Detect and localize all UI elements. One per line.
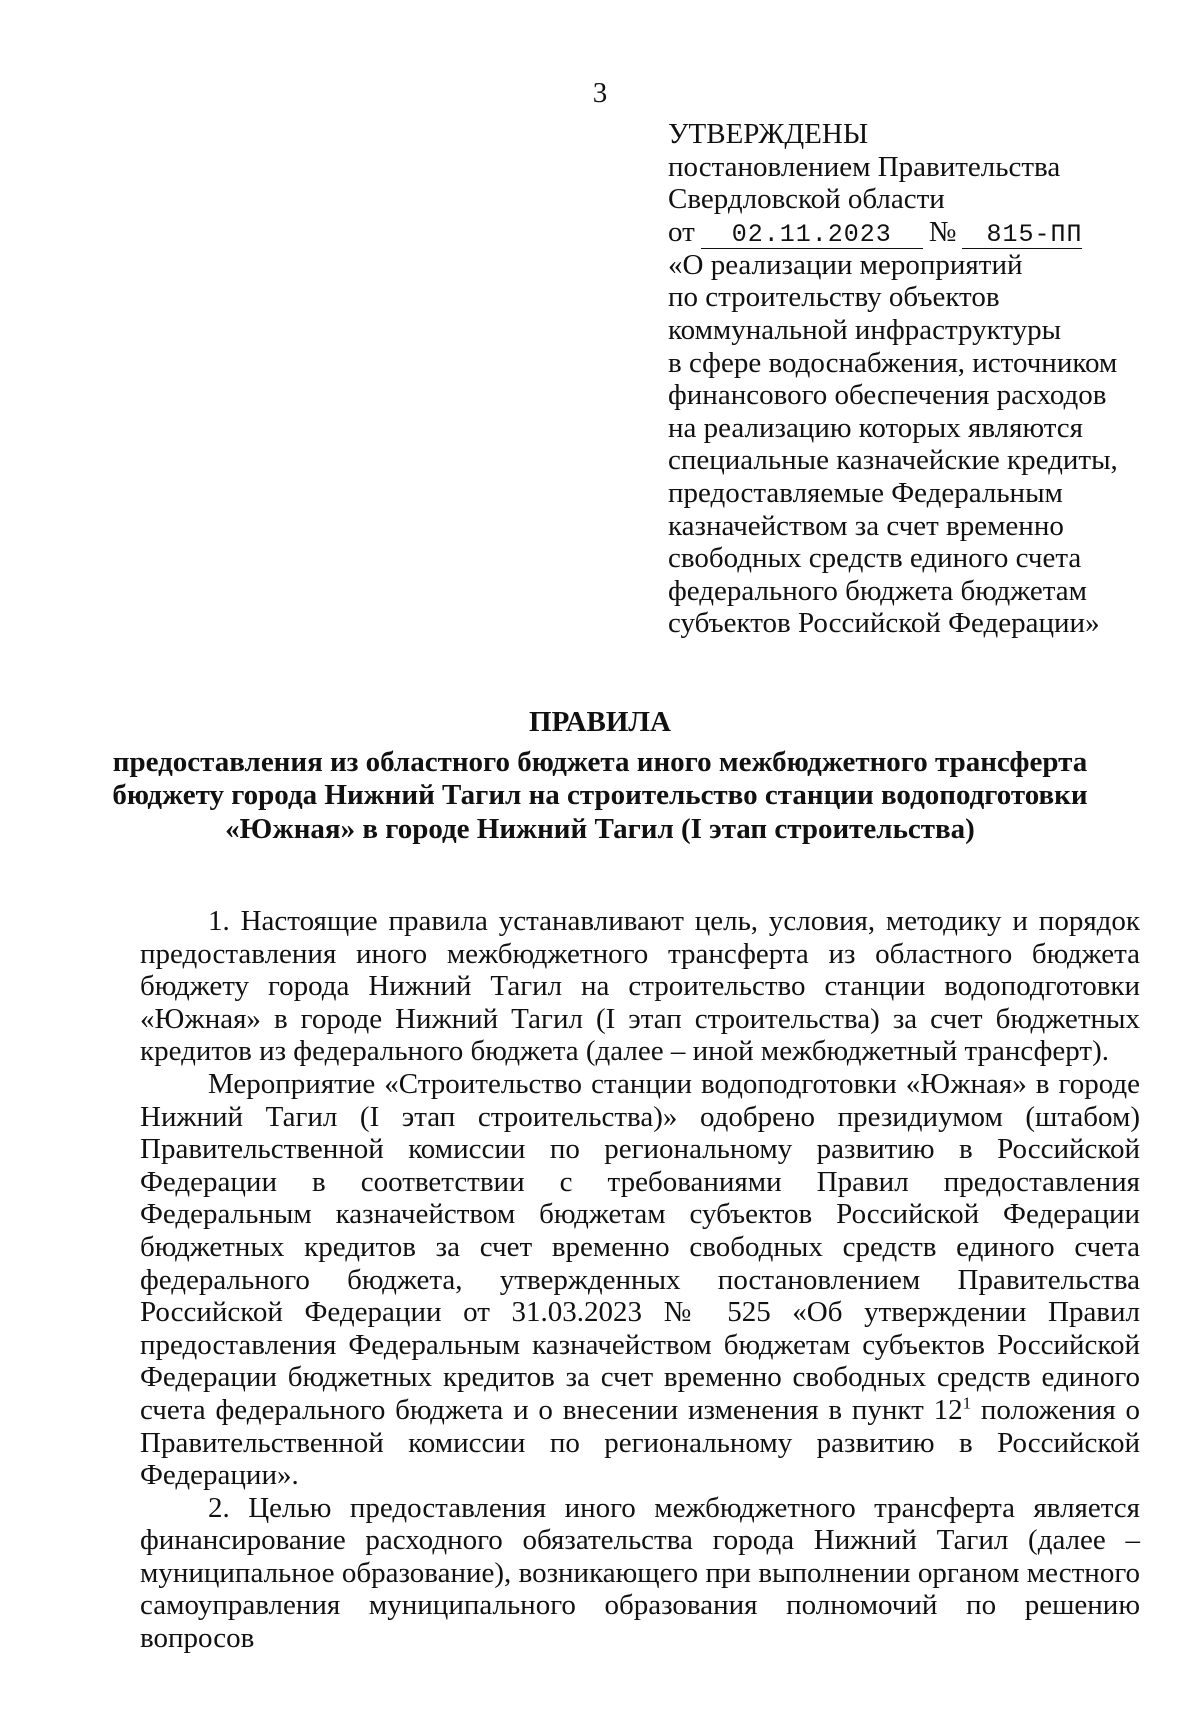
resolution-title-line: финансового обеспечения расходов [668, 379, 1107, 412]
resolution-title-line: на реализацию которых являются [668, 411, 1084, 444]
approval-heading: УТВЕРЖДЕНЫ [668, 118, 869, 150]
number-label: № [928, 215, 957, 248]
resolution-title-line: субъектов Российской Федерации» [668, 607, 1100, 640]
page-number: 3 [592, 77, 608, 109]
resolution-number: 815-ПП [962, 222, 1082, 249]
approval-block [668, 118, 1128, 640]
paragraph-1: 1. Настоящие правила устанавливают цель, условия, методику и порядок предоставления иного межбюджетного трансферта из областного бюджета бюджету города Нижний Тагил на строительство станции водоподготовки «Южная» в городе Нижний Тагил (I этап строительства) за счет бюджетных кредитов из федерального бюджета (далее – иной межбюджетный трансферт). [140, 905, 1140, 1068]
resolution-title-line: предоставляемые Федеральным [668, 476, 1063, 509]
approval-line: постановлением Правительства [668, 150, 1061, 183]
document-title-block [0, 706, 1200, 846]
document-subtitle-line: предоставления из областного бюджета иного межбюджетного трансферта [112, 745, 1088, 778]
resolution-title-line: «О реализации мероприятий [668, 248, 1023, 281]
resolution-title-line: коммунальной инфраструктуры [668, 313, 1062, 346]
paragraph-2 [140, 1068, 1140, 1492]
superscript-1: 1 [962, 1393, 972, 1413]
paragraph-3: 2. Целью предоставления иного межбюджетного трансферта является финансирование расходного обязательства города Нижний Тагил (далее – муниципальное образование), возникающего при выполнении органом местного самоуправления муниципального образования полномочий по решению вопросов [140, 1491, 1140, 1655]
paragraph-2-text-end: положения о Правительственной комиссии по региональному развитию в Российской Федерации». [140, 1393, 1140, 1492]
approval-line: Свердловской области [668, 183, 945, 216]
resolution-title-line: в сфере водоснабжения, источником [668, 346, 1118, 379]
resolution-title-line: казначейством за счет временно [668, 509, 1064, 542]
resolution-date: 02.11.2023 [701, 222, 923, 249]
paragraph-2-text: Мероприятие «Строительство станции водоподготовки «Южная» в городе Нижний Тагил (I этап строительства)» одобрено президиумом (штабом) Правительственной комиссии по региональному развитию в Российской Федерации в соответствии с требованиями Правил предоставления Федеральным казначейством бюджетам субъектов Российской Федерации бюджетных кредитов за счет временно свободных средств единого счета федерального бюджета, утвержденных постановлением Правительства Российской Федерации от 31.03.2023 № 525 «Об утверждении Правил предоставления Федеральным казначейством бюджетам субъектов Российской Федерации бюджетных кредитов за счет временно свободных средств единого счета федерального бюджета и о внесении изменения в пункт 12 [140, 1067, 1140, 1426]
resolution-title-line: федерального бюджета бюджетам [668, 574, 1088, 607]
document-body [140, 905, 1140, 1655]
resolution-title-line: специальные казначейские кредиты, [668, 444, 1118, 477]
document-subtitle-line: бюджету города Нижний Тагил на строительство станции водоподготовки [112, 779, 1088, 811]
resolution-title-line: по строительству объектов [668, 281, 1000, 314]
date-prefix: от [668, 215, 695, 248]
approval-date-number-line [668, 216, 1128, 249]
resolution-title-line: свободных средств единого счета [668, 542, 1082, 575]
document-title: ПРАВИЛА [529, 706, 671, 738]
document-subtitle-line: «Южная» в городе Нижний Тагил (I этап строительства) [225, 812, 975, 845]
